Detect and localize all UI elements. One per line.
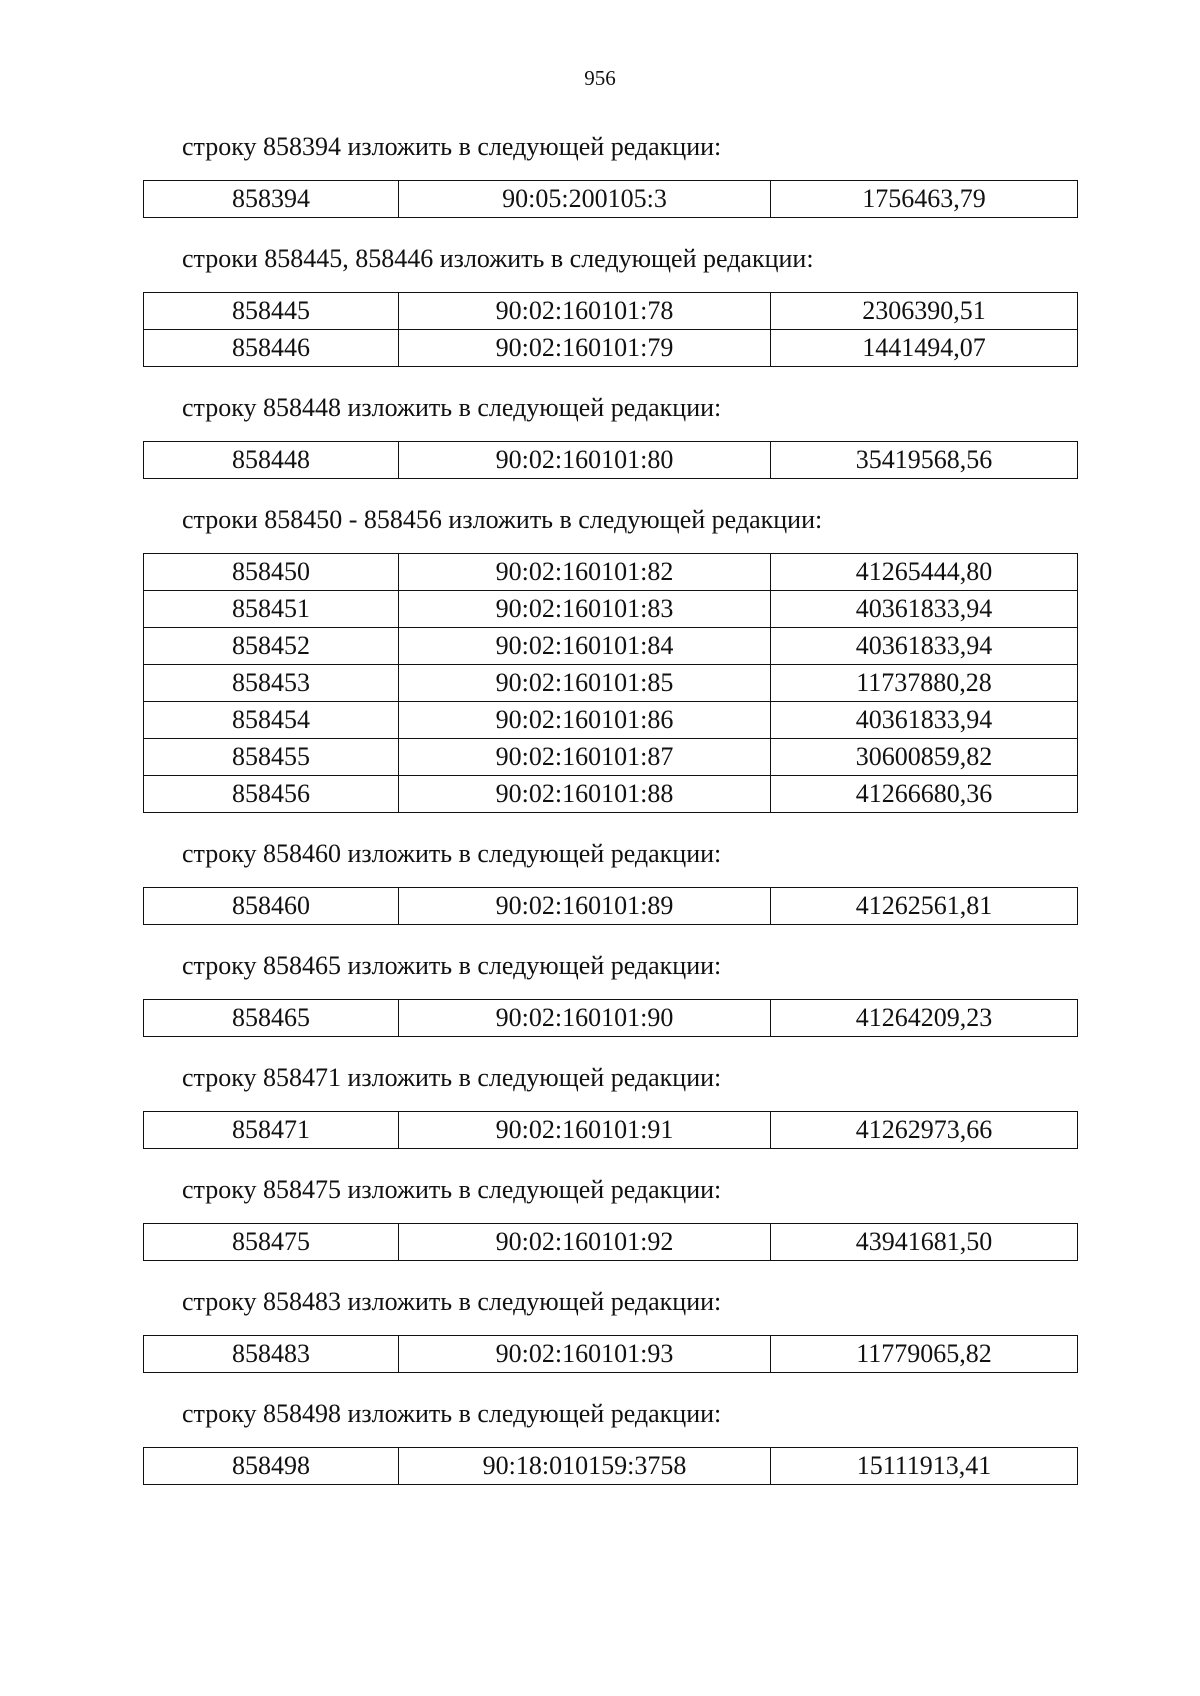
cadastral-number-cell: 90:02:160101:91 <box>399 1112 771 1149</box>
amendment-table <box>143 441 1078 479</box>
cadastral-number-cell: 90:02:160101:79 <box>399 330 771 367</box>
amendment-instruction: строку 858475 изложить в следующей редакции: <box>182 1175 722 1204</box>
amendment-section <box>0 1285 1200 1373</box>
cadastral-number-cell: 90:02:160101:88 <box>399 776 771 813</box>
value-cell: 30600859,82 <box>771 739 1078 776</box>
amendment-section <box>0 837 1200 925</box>
table-row <box>144 330 1078 367</box>
table-row <box>144 181 1078 218</box>
amendment-section <box>0 1397 1200 1485</box>
amendment-table <box>143 180 1078 218</box>
amendment-instruction: строку 858394 изложить в следующей редакции: <box>182 132 722 161</box>
amendment-section <box>0 391 1200 479</box>
cadastral-number-cell: 90:02:160101:92 <box>399 1224 771 1261</box>
table-row <box>144 293 1078 330</box>
cadastral-number-cell: 90:02:160101:83 <box>399 591 771 628</box>
amendment-section <box>0 242 1200 367</box>
table-row <box>144 888 1078 925</box>
amendment-section <box>0 1173 1200 1261</box>
amendment-instruction: строку 858448 изложить в следующей редакции: <box>182 393 722 422</box>
amendment-table <box>143 1447 1078 1485</box>
amendment-instruction: строки 858450 - 858456 изложить в следующей редакции: <box>182 505 823 534</box>
amendment-instruction: строку 858471 изложить в следующей редакции: <box>182 1063 722 1092</box>
amendment-table <box>143 999 1078 1037</box>
value-cell: 11779065,82 <box>771 1336 1078 1373</box>
row-number-cell: 858498 <box>144 1448 399 1485</box>
value-cell: 40361833,94 <box>771 702 1078 739</box>
cadastral-number-cell: 90:02:160101:86 <box>399 702 771 739</box>
amendment-section <box>0 1061 1200 1149</box>
value-cell: 2306390,51 <box>771 293 1078 330</box>
value-cell: 41265444,80 <box>771 554 1078 591</box>
cadastral-number-cell: 90:18:010159:3758 <box>399 1448 771 1485</box>
amendment-instruction: строки 858445, 858446 изложить в следующей редакции: <box>182 244 814 273</box>
row-number-cell: 858460 <box>144 888 399 925</box>
amendment-instruction: строку 858465 изложить в следующей редакции: <box>182 951 722 980</box>
value-cell: 41264209,23 <box>771 1000 1078 1037</box>
table-row <box>144 442 1078 479</box>
table-row <box>144 702 1078 739</box>
row-number-cell: 858445 <box>144 293 399 330</box>
cadastral-number-cell: 90:02:160101:87 <box>399 739 771 776</box>
amendment-table <box>143 887 1078 925</box>
value-cell: 35419568,56 <box>771 442 1078 479</box>
cadastral-number-cell: 90:02:160101:90 <box>399 1000 771 1037</box>
amendment-section <box>0 949 1200 1037</box>
row-number-cell: 858448 <box>144 442 399 479</box>
row-number-cell: 858455 <box>144 739 399 776</box>
value-cell: 1441494,07 <box>771 330 1078 367</box>
value-cell: 41266680,36 <box>771 776 1078 813</box>
cadastral-number-cell: 90:02:160101:82 <box>399 554 771 591</box>
amendment-instruction: строку 858483 изложить в следующей редакции: <box>182 1287 722 1316</box>
amendment-table <box>143 1223 1078 1261</box>
cadastral-number-cell: 90:05:200105:3 <box>399 181 771 218</box>
amendment-section <box>0 503 1200 813</box>
value-cell: 1756463,79 <box>771 181 1078 218</box>
cadastral-number-cell: 90:02:160101:85 <box>399 665 771 702</box>
table-row <box>144 628 1078 665</box>
cadastral-number-cell: 90:02:160101:78 <box>399 293 771 330</box>
value-cell: 43941681,50 <box>771 1224 1078 1261</box>
row-number-cell: 858465 <box>144 1000 399 1037</box>
row-number-cell: 858471 <box>144 1112 399 1149</box>
cadastral-number-cell: 90:02:160101:80 <box>399 442 771 479</box>
table-row <box>144 1448 1078 1485</box>
value-cell: 41262561,81 <box>771 888 1078 925</box>
table-row <box>144 591 1078 628</box>
amendment-table <box>143 1111 1078 1149</box>
table-row <box>144 554 1078 591</box>
table-row <box>144 1336 1078 1373</box>
row-number-cell: 858475 <box>144 1224 399 1261</box>
amendment-table <box>143 553 1078 813</box>
row-number-cell: 858454 <box>144 702 399 739</box>
cadastral-number-cell: 90:02:160101:89 <box>399 888 771 925</box>
document-body <box>0 130 1200 1509</box>
row-number-cell: 858451 <box>144 591 399 628</box>
value-cell: 41262973,66 <box>771 1112 1078 1149</box>
row-number-cell: 858394 <box>144 181 399 218</box>
row-number-cell: 858452 <box>144 628 399 665</box>
table-row <box>144 1112 1078 1149</box>
table-row <box>144 1000 1078 1037</box>
table-row <box>144 1224 1078 1261</box>
page-number: 956 <box>584 66 616 90</box>
row-number-cell: 858456 <box>144 776 399 813</box>
amendment-table <box>143 1335 1078 1373</box>
row-number-cell: 858450 <box>144 554 399 591</box>
table-row <box>144 776 1078 813</box>
amendment-instruction: строку 858498 изложить в следующей редакции: <box>182 1399 722 1428</box>
cadastral-number-cell: 90:02:160101:84 <box>399 628 771 665</box>
amendment-section <box>0 130 1200 218</box>
table-row <box>144 665 1078 702</box>
table-row <box>144 739 1078 776</box>
value-cell: 15111913,41 <box>771 1448 1078 1485</box>
row-number-cell: 858483 <box>144 1336 399 1373</box>
value-cell: 40361833,94 <box>771 628 1078 665</box>
amendment-instruction: строку 858460 изложить в следующей редакции: <box>182 839 722 868</box>
value-cell: 40361833,94 <box>771 591 1078 628</box>
row-number-cell: 858446 <box>144 330 399 367</box>
cadastral-number-cell: 90:02:160101:93 <box>399 1336 771 1373</box>
row-number-cell: 858453 <box>144 665 399 702</box>
value-cell: 11737880,28 <box>771 665 1078 702</box>
amendment-table <box>143 292 1078 367</box>
